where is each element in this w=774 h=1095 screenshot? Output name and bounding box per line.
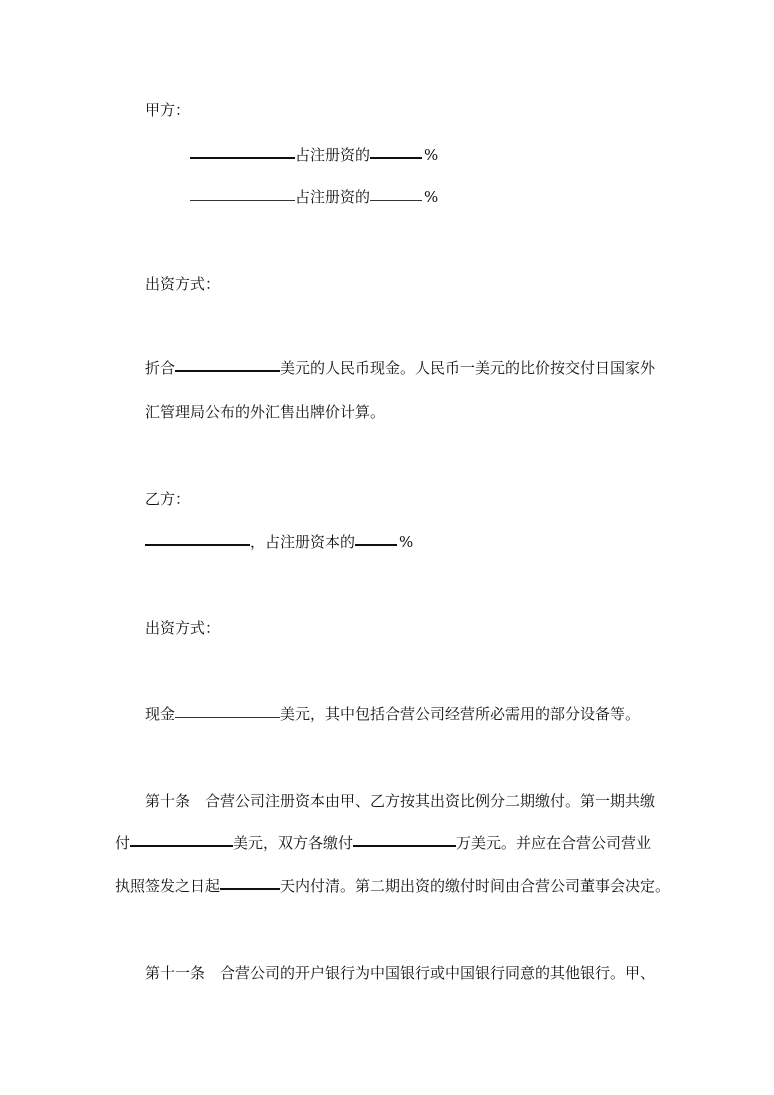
name-blank[interactable] [145,543,250,546]
party-b-share-line [145,532,413,552]
name-blank[interactable] [190,156,295,159]
suffix-text: 万美元。并应在合营公司营业 [456,834,652,852]
percent-sign: % [424,188,439,206]
party-a-label: 甲方： [145,101,191,119]
contribution-a-paragraph-line-2: 汇管理局公布的外汇售出牌价计算。 [145,403,386,421]
percent-sign: % [399,533,414,551]
article-10-line-3 [115,876,670,896]
percent-blank[interactable] [355,543,397,546]
days-blank[interactable] [220,887,280,890]
party-a-share-line-2 [190,187,438,207]
contribution-a-paragraph-line-1 [145,358,659,378]
article-10-line-1: 第十条 合营公司注册资本由甲、乙方按其出资比例分二期缴付。第一期共缴 [145,792,656,810]
article-10-line-2 [115,833,651,853]
suffix-text: 美元的人民币现金。人民币一美元的比价按交付日国家外 [280,359,656,377]
percent-sign: % [424,146,439,164]
party-b-label: 乙方： [145,490,191,508]
usd-amount-blank[interactable] [175,369,280,372]
prefix-text: 执照签发之日起 [115,877,221,895]
usd-amount-blank[interactable] [175,716,280,718]
share-text: 占注册资的 [295,188,371,206]
suffix-text: 美元，其中包括合营公司经营所必需用的部分设备等。 [280,705,641,723]
percent-blank[interactable] [370,156,422,159]
contribution-method-b-label: 出资方式： [145,619,221,637]
name-blank[interactable] [190,199,295,201]
percent-blank[interactable] [370,199,422,201]
prefix-text: 付 [115,834,131,852]
party-a-share-line-1 [190,145,438,165]
share-text: ，占注册资本的 [250,533,356,551]
share-text: 占注册资的 [295,146,371,164]
mid-text: 美元，双方各缴付 [233,834,354,852]
suffix-text: 天内付清。第二期出资的缴付时间由合营公司董事会决定。 [280,877,671,895]
first-installment-blank[interactable] [130,844,233,847]
contribution-method-a-label: 出资方式： [145,275,221,293]
each-party-amount-blank[interactable] [353,844,456,847]
prefix-text: 现金 [145,705,176,723]
article-11-line-1: 第十一条 合营公司的开户银行为中国银行或中国银行同意的其他银行。甲、 [145,964,656,982]
contribution-b-paragraph [145,704,640,724]
prefix-text: 折合 [145,359,176,377]
